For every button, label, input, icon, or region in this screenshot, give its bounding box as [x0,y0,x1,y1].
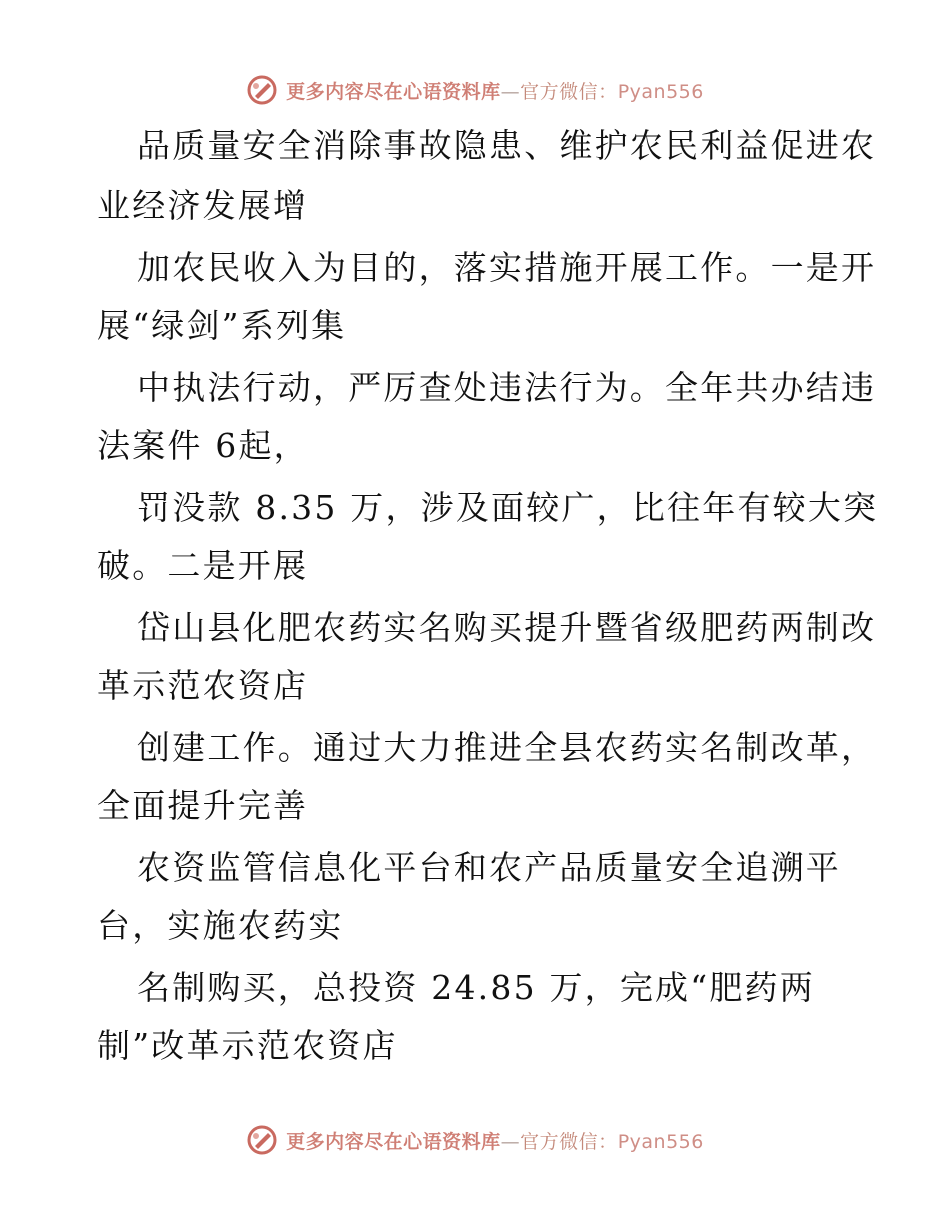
footer-watermark [0,1120,950,1160]
header-watermark [0,70,950,110]
text-line: 制”改革示范农资店 [97,1026,398,1065]
watermark-label: 官方微信： [520,80,618,103]
text-line: 品质量安全消除事故隐患、维护农民利益促进农 [137,126,877,165]
watermark-text [286,77,704,104]
watermark-id: Pyan556 [617,80,704,103]
text-line: 创建工作。通过大力推进全县农药实名制改革， [137,728,877,767]
text-line: 全面提升完善 [97,786,309,825]
text-line: 展“绿剑”系列集 [97,306,347,345]
watermark-text [286,1127,704,1154]
text-line: 破。二是开展 [97,546,309,585]
text-line: 农资监管信息化平台和农产品质量安全追溯平 [137,848,841,887]
watermark-label: 官方微信： [520,1130,618,1153]
text-line: 加农民收入为目的，落实措施开展工作。一是开 [137,248,877,287]
text-line: 岱山县化肥农药实名购买提升暨省级肥药两制改 [137,608,877,647]
text-line: 革示范农资店 [97,666,309,705]
watermark-logo-icon [246,74,278,106]
watermark-brand: 更多内容尽在心语资料库 [286,1130,501,1153]
text-line: 业经济发展增 [97,186,309,225]
watermark-separator: — [500,80,521,103]
watermark-id: Pyan556 [617,1130,704,1153]
watermark-separator: — [500,1130,521,1153]
text-line: 名制购买，总投资 24.85 万，完成“肥药两 [137,968,815,1007]
watermark-brand: 更多内容尽在心语资料库 [286,80,501,103]
text-line: 法案件 6起， [97,426,309,465]
text-line: 罚没款 8.35 万，涉及面较广，比往年有较大突 [137,488,879,527]
text-line: 中执法行动，严厉查处违法行为。全年共办结违 [137,368,877,407]
watermark-logo-icon [246,1124,278,1156]
text-line: 台，实施农药实 [97,906,344,945]
